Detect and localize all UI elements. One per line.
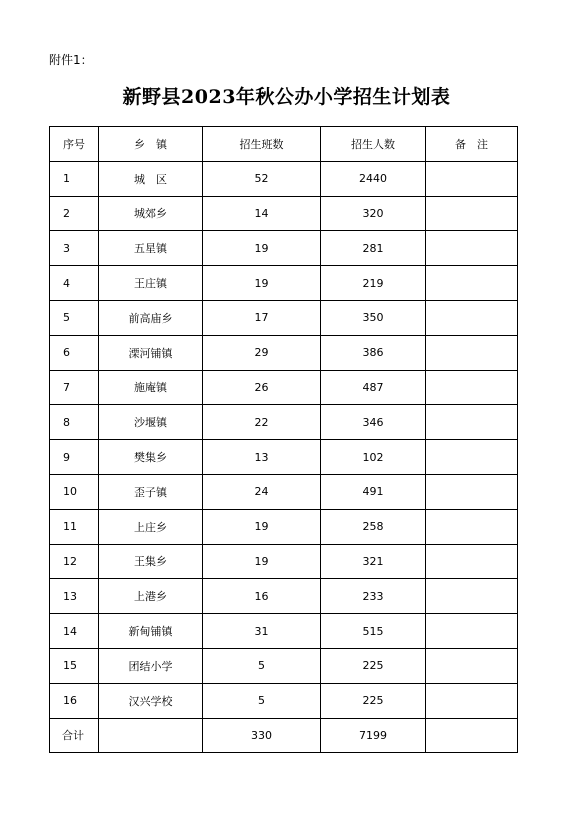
cell-township: 施庵镇: [99, 370, 203, 405]
cell-remarks: [426, 266, 518, 301]
cell-class-count: 16: [203, 579, 321, 614]
table-row: [50, 683, 518, 718]
cell-student-count: 2440: [321, 161, 426, 196]
cell-class-count: 31: [203, 614, 321, 649]
cell-index: 7: [50, 370, 99, 405]
cell-class-count: 5: [203, 648, 321, 683]
table-row: [50, 648, 518, 683]
cell-remarks: [426, 196, 518, 231]
cell-student-count: 281: [321, 231, 426, 266]
table-row: [50, 474, 518, 509]
header-index: 序号: [50, 127, 99, 162]
cell-student-count: 346: [321, 405, 426, 440]
cell-index: 4: [50, 266, 99, 301]
cell-student-count: 219: [321, 266, 426, 301]
cell-index: 8: [50, 405, 99, 440]
cell-index: 16: [50, 683, 99, 718]
table-row: [50, 161, 518, 196]
cell-township: 城郊乡: [99, 196, 203, 231]
table-row: [50, 405, 518, 440]
page-title: 新野县2023年秋公办小学招生计划表: [122, 86, 451, 108]
cell-class-count: 29: [203, 335, 321, 370]
cell-student-count: 225: [321, 683, 426, 718]
cell-index: 5: [50, 300, 99, 335]
cell-township: 王庄镇: [99, 266, 203, 301]
cell-class-count: 19: [203, 544, 321, 579]
cell-remarks: [426, 544, 518, 579]
cell-remarks: [426, 300, 518, 335]
cell-remarks: [426, 509, 518, 544]
cell-class-count: 24: [203, 474, 321, 509]
cell-class-count: 19: [203, 509, 321, 544]
cell-index: 14: [50, 614, 99, 649]
cell-township: 歪子镇: [99, 474, 203, 509]
table-row: [50, 335, 518, 370]
table-row: [50, 579, 518, 614]
cell-student-count: 321: [321, 544, 426, 579]
table-row: [50, 300, 518, 335]
cell-class-count: 19: [203, 231, 321, 266]
total-class-count: 330: [203, 718, 321, 753]
table-body: [50, 161, 518, 753]
table-row: [50, 196, 518, 231]
cell-student-count: 320: [321, 196, 426, 231]
cell-class-count: 14: [203, 196, 321, 231]
cell-student-count: 225: [321, 648, 426, 683]
header-remarks: 备 注: [426, 127, 518, 162]
cell-class-count: 19: [203, 266, 321, 301]
table-row: [50, 544, 518, 579]
cell-class-count: 17: [203, 300, 321, 335]
total-label: 合计: [50, 718, 99, 753]
cell-student-count: 491: [321, 474, 426, 509]
cell-index: 2: [50, 196, 99, 231]
cell-student-count: 487: [321, 370, 426, 405]
cell-township: 五星镇: [99, 231, 203, 266]
cell-class-count: 5: [203, 683, 321, 718]
total-township: [99, 718, 203, 753]
cell-student-count: 102: [321, 440, 426, 475]
cell-township: 沙堰镇: [99, 405, 203, 440]
header-class-count: 招生班数: [203, 127, 321, 162]
cell-remarks: [426, 370, 518, 405]
cell-index: 6: [50, 335, 99, 370]
enrollment-plan-table: [49, 126, 518, 753]
cell-index: 13: [50, 579, 99, 614]
cell-student-count: 386: [321, 335, 426, 370]
table-row: [50, 509, 518, 544]
cell-remarks: [426, 683, 518, 718]
cell-student-count: 258: [321, 509, 426, 544]
total-remarks: [426, 718, 518, 753]
cell-remarks: [426, 579, 518, 614]
cell-class-count: 13: [203, 440, 321, 475]
table-row: [50, 231, 518, 266]
table-total-row: [50, 718, 518, 753]
cell-remarks: [426, 335, 518, 370]
cell-remarks: [426, 405, 518, 440]
cell-student-count: 515: [321, 614, 426, 649]
cell-remarks: [426, 614, 518, 649]
cell-remarks: [426, 231, 518, 266]
cell-township: 团结小学: [99, 648, 203, 683]
cell-index: 12: [50, 544, 99, 579]
header-student-count: 招生人数: [321, 127, 426, 162]
cell-index: 15: [50, 648, 99, 683]
cell-index: 1: [50, 161, 99, 196]
table-header-row: [50, 127, 518, 162]
cell-township: 上港乡: [99, 579, 203, 614]
cell-student-count: 350: [321, 300, 426, 335]
cell-township: 前高庙乡: [99, 300, 203, 335]
cell-township: 上庄乡: [99, 509, 203, 544]
cell-index: 10: [50, 474, 99, 509]
table-row: [50, 614, 518, 649]
cell-township: 王集乡: [99, 544, 203, 579]
cell-township: 樊集乡: [99, 440, 203, 475]
cell-index: 3: [50, 231, 99, 266]
cell-index: 9: [50, 440, 99, 475]
cell-student-count: 233: [321, 579, 426, 614]
cell-index: 11: [50, 509, 99, 544]
cell-class-count: 26: [203, 370, 321, 405]
cell-township: 新甸铺镇: [99, 614, 203, 649]
table-row: [50, 266, 518, 301]
cell-township: 溧河铺镇: [99, 335, 203, 370]
cell-remarks: [426, 474, 518, 509]
cell-class-count: 22: [203, 405, 321, 440]
attachment-label: 附件1：: [49, 53, 93, 67]
table-row: [50, 370, 518, 405]
cell-class-count: 52: [203, 161, 321, 196]
header-township: 乡 镇: [99, 127, 203, 162]
cell-township: 城 区: [99, 161, 203, 196]
cell-remarks: [426, 161, 518, 196]
cell-remarks: [426, 440, 518, 475]
cell-remarks: [426, 648, 518, 683]
table-row: [50, 440, 518, 475]
total-student-count: 7199: [321, 718, 426, 753]
cell-township: 汉兴学校: [99, 683, 203, 718]
